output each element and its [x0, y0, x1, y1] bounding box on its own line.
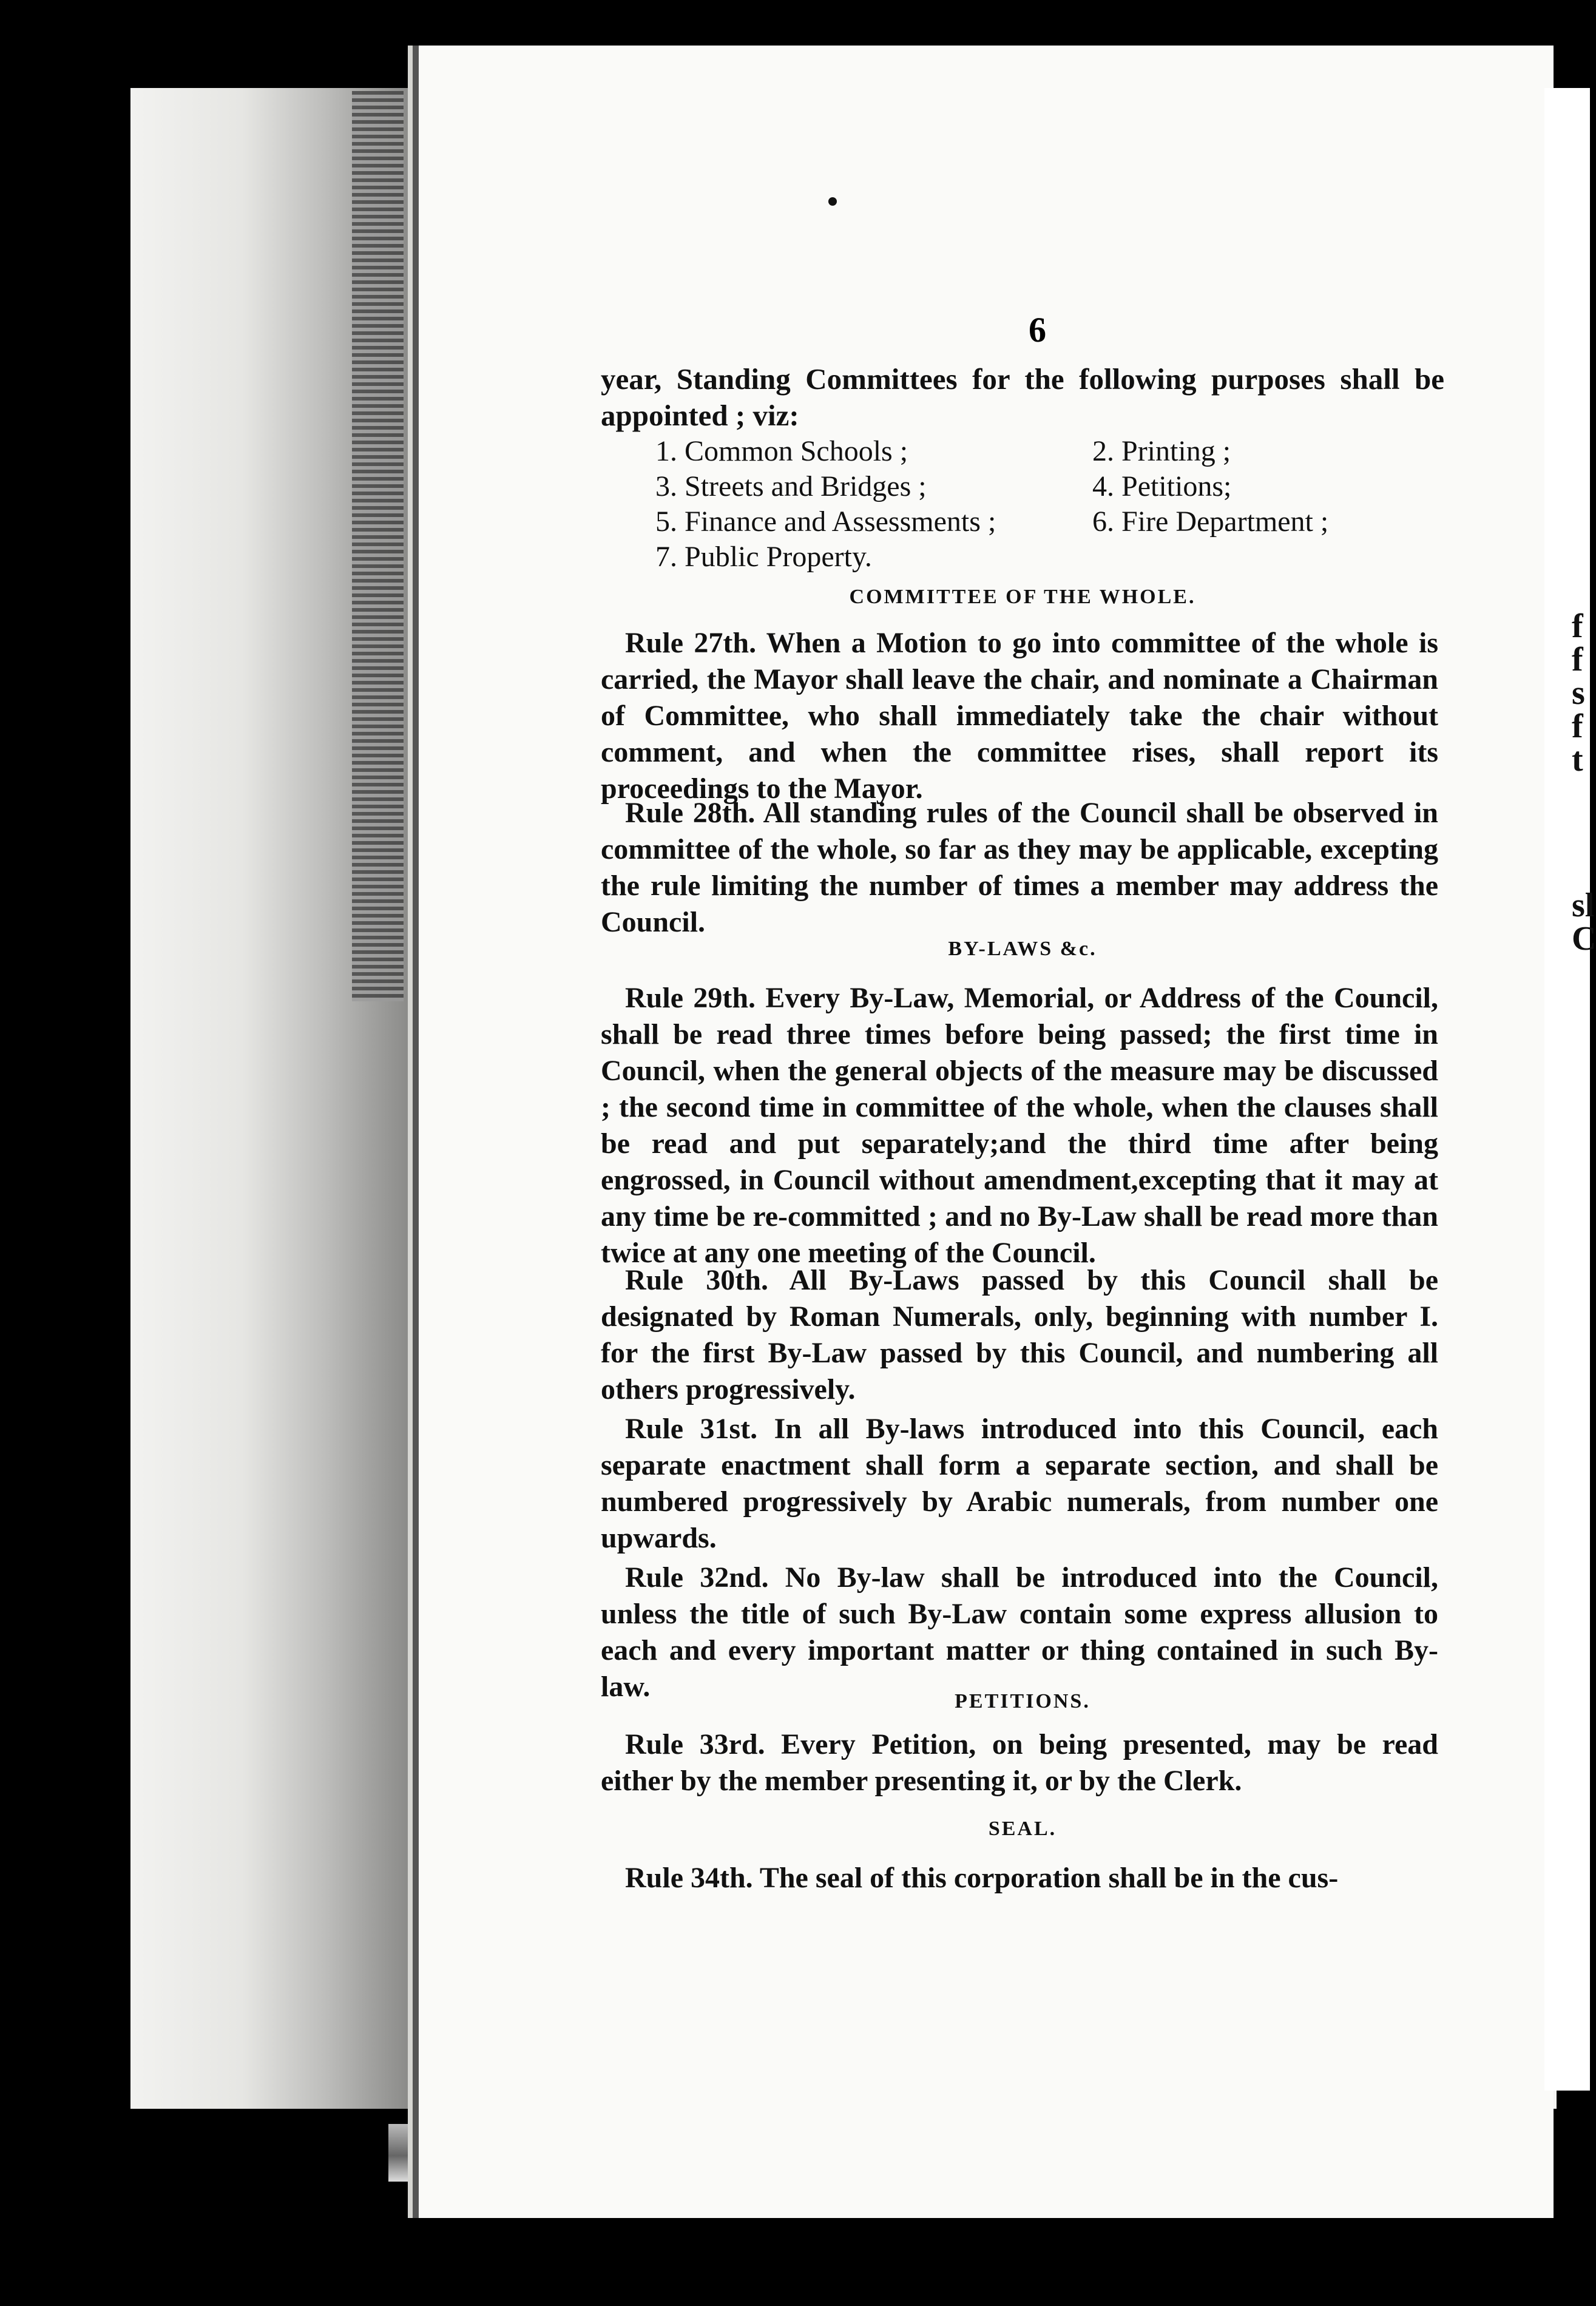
edge-fragment: f — [1572, 641, 1583, 678]
committee-item: 7. Public Property. — [655, 541, 872, 573]
rule-paragraph: Rule 34th. The seal of this corporation shall be in the cus- — [625, 1862, 1339, 1894]
list-item — [655, 539, 1438, 575]
rule-paragraph: Rule 33rd. Every Petition, on being presented, may be read either by the member presenting it, or by the Clerk. — [601, 1728, 1438, 1797]
edge-fragment: C — [1572, 920, 1596, 958]
committee-item: 5. Finance and Assessments ; — [655, 505, 996, 538]
facing-page-edge — [1544, 88, 1590, 2091]
page-number: 6 — [1029, 310, 1046, 350]
rule-paragraph: Rule 28th. All standing rules of the Council shall be observed in committee of the whole, so far as they may be applicable, excepting the rule limiting the number of times a member may address the Council. — [601, 797, 1438, 938]
rule-paragraph: Rule 27th. When a Motion to go into committee of the whole is carried, the Mayor shall leave the chair, and nominate a Chairman of Committee, who shall immediately take the chair without comment, and when the committee rises, shall report its proceedings to the Mayor. — [601, 627, 1438, 805]
page-ink-mark — [828, 197, 837, 206]
list-item — [655, 504, 1438, 539]
rule-paragraph: Rule 30th. All By-Laws passed by this Council shall be designated by Roman Numerals, only, beginning with number I. for the first By-Law passed by this Council, and numbering all others progressively. — [601, 1264, 1438, 1405]
committee-item — [1092, 539, 1438, 575]
intro-paragraph: year, Standing Committees for the following purposes shall be appointed ; viz: — [601, 362, 1444, 432]
committee-item: 1. Common Schools ; — [655, 435, 908, 467]
gutter-foxing — [352, 91, 404, 1001]
committee-item: 4. Petitions; — [1092, 470, 1232, 502]
edge-fragment: s — [1572, 674, 1585, 712]
committee-item: 3. Streets and Bridges ; — [655, 470, 927, 502]
edge-fragment: f — [1572, 708, 1583, 745]
rule-paragraph: Rule 31st. In all By-laws introduced into this Council, each separate enactment shall form a separate section, and shall be numbered progressively by Arabic numerals, from number one upwards. — [601, 1413, 1438, 1554]
list-item — [655, 469, 1438, 504]
edge-fragment: sl — [1572, 887, 1595, 924]
committee-item: 2. Printing ; — [1092, 435, 1231, 467]
rule-paragraph: Rule 32nd. No By-law shall be introduced into the Council, unless the title of such By-Law contain some express allusion to each and every important matter or thing contained in such By-law. — [601, 1561, 1438, 1703]
edge-fragment: f — [1572, 607, 1583, 645]
list-item — [655, 434, 1438, 469]
rule-paragraph: Rule 29th. Every By-Law, Memorial, or Address of the Council, shall be read three times before being passed; the first time in Council, when the general objects of the measure may be discussed ; the second time in committee of the whole, when the clauses shall be read and put separately;and the third time after being engrossed, in Council without amendment,excepting that it may at any time be re-committed ; and no By-Law shall be read more than twice at any one meeting of the Council. — [601, 982, 1438, 1269]
edge-fragment: t — [1572, 741, 1583, 779]
scan-left-margin — [0, 0, 130, 2306]
section-heading: SEAL. — [988, 1817, 1057, 1840]
committee-list — [655, 434, 1438, 575]
section-heading: COMMITTEE OF THE WHOLE. — [849, 586, 1196, 608]
committee-item: 6. Fire Department ; — [1092, 505, 1329, 538]
section-heading: PETITIONS. — [955, 1690, 1090, 1713]
section-heading: BY-LAWS &c. — [948, 938, 1097, 960]
